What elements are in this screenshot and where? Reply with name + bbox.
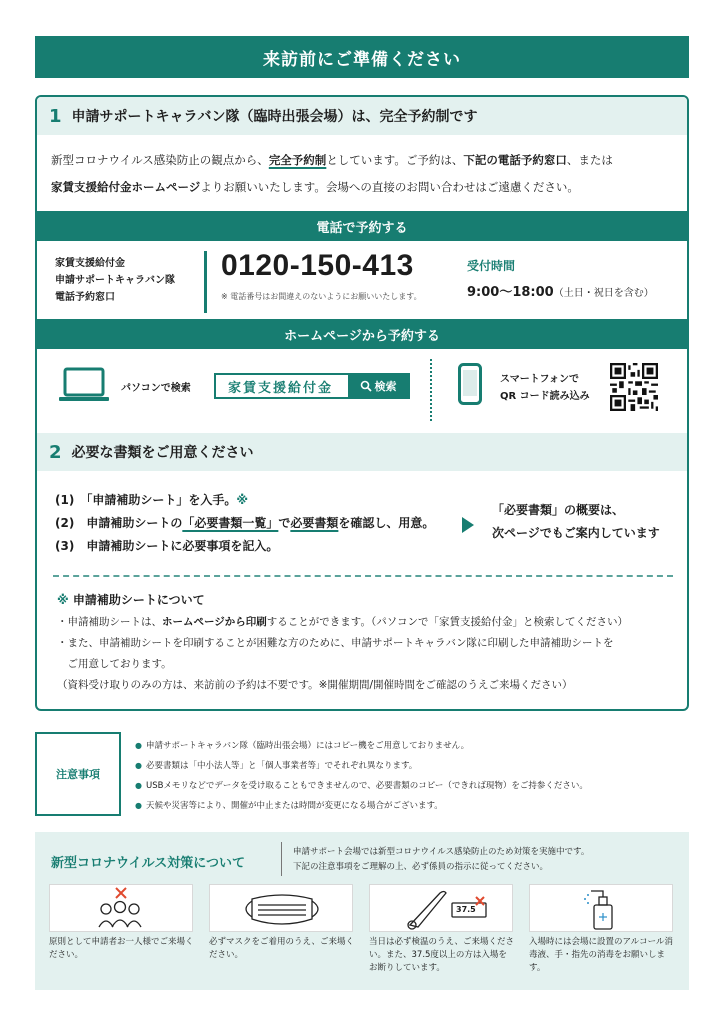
intro-part: としています。ご予約は、	[326, 153, 464, 167]
search-button[interactable]	[348, 375, 408, 397]
steps-list	[55, 489, 434, 558]
note-mark: ※	[57, 593, 69, 607]
list-item: ● 申請サポートキャラバン隊（臨時出張会場）にはコピー機をご用意しておりません。	[135, 736, 588, 756]
step-item	[55, 489, 434, 512]
covid-title: 新型コロナウイルス対策について	[51, 856, 245, 871]
smartphone-icon	[458, 363, 482, 405]
intro-part: 新型コロナウイルス感染防止の観点から、	[51, 153, 269, 167]
search-input[interactable]: 家賃支援給付金	[228, 380, 334, 396]
about-text: ・申請補助シートは、	[57, 616, 162, 628]
next-page-note	[492, 499, 660, 545]
covid-description	[293, 845, 589, 875]
step-text: (2) 申請補助シートの	[55, 516, 183, 530]
list-item: ● USBメモリなどでデータを受け取ることもできませんので、必要書類のコピー（できれば現物）をご持参ください。	[135, 776, 588, 796]
covid-section	[35, 832, 689, 990]
card-caption: 原則として申請者お一人様でご来場ください。	[49, 937, 194, 960]
qr-code-icon[interactable]	[610, 363, 658, 411]
people-icon	[50, 885, 194, 933]
search-box[interactable]	[214, 373, 410, 399]
phone-info	[37, 241, 687, 321]
step-text: で	[278, 516, 291, 530]
section-number: 1	[49, 105, 62, 127]
section-number: 2	[49, 441, 62, 463]
phone-note: ※ 電話番号はお間違えのないようにお願いいたします。	[221, 292, 422, 301]
intro-part: 、または	[566, 153, 613, 167]
hours-value	[467, 281, 654, 300]
card-caption: 入場時には会場に設置のアルコール消毒液、手・指先の消毒をお願いします。	[529, 937, 673, 973]
hours-time: 9:00〜18:00	[467, 285, 554, 300]
about-line: ・また、申請補助シートを印刷することが困難な方のために、申請サポートキャラバン隊に印刷した申請補助シートを	[57, 637, 614, 649]
step-text: を確認し、用意。	[338, 516, 435, 530]
thermometer-icon	[370, 885, 514, 933]
phone-label-line: 電話予約窓口	[55, 292, 115, 303]
section-1-header	[37, 97, 687, 135]
phone-label-line: 家賃支援給付金	[55, 258, 125, 269]
about-text: することができます。（パソコンで「家賃支援給付金」と検索してください）	[266, 616, 628, 628]
web-info	[37, 349, 687, 429]
laptop-icon	[59, 367, 109, 403]
page-title: 来訪前にご準備ください	[35, 36, 689, 78]
about-line: ご用意しております。	[57, 658, 172, 670]
next-page-line: 「必要書類」の概要は、	[492, 503, 625, 517]
phone-label-line: 申請サポートキャラバン隊	[55, 275, 175, 286]
card-caption: 必ずマスクをご着用のうえ、ご来場ください。	[209, 937, 355, 960]
intro-emphasis: 下記の電話予約窓口	[463, 153, 567, 167]
intro-emphasis: 家賃支援給付金ホームページ	[51, 180, 201, 194]
one-person-card	[49, 884, 193, 932]
disinfectant-card	[529, 884, 673, 932]
arrow-right-icon	[462, 517, 474, 533]
disinfectant-bottle-icon	[530, 885, 674, 933]
pc-search-label: パソコンで検索	[121, 383, 191, 394]
section-title: 申請サポートキャラバン隊（臨時出張会場）は、完全予約制です	[71, 109, 478, 125]
reservation-section	[35, 95, 689, 711]
web-reservation-bar: ホームページから予約する	[37, 319, 687, 349]
intro-text	[51, 147, 677, 201]
divider	[430, 359, 432, 421]
temperature-label: 37.5	[456, 905, 476, 914]
card-caption: 当日は必ず検温のうえ、ご来場ください。また、37.5度以上の方は入場をお断りしています。	[369, 937, 515, 973]
step-item	[55, 512, 434, 535]
divider	[281, 842, 282, 876]
notes-list	[135, 736, 588, 816]
section-2-header	[37, 433, 687, 471]
step-emphasis: 「必要書類一覧」	[182, 516, 279, 530]
temperature-card	[369, 884, 513, 932]
about-sheet-body	[57, 612, 677, 696]
about-line	[57, 612, 677, 633]
hours-label: 受付時間	[467, 259, 516, 273]
search-icon	[360, 380, 372, 392]
next-page-line: 次ページでもご案内しています	[492, 526, 660, 540]
about-sheet-title	[57, 591, 205, 608]
divider	[204, 251, 207, 313]
smartphone-label-line: QR コード読み込み	[500, 391, 590, 402]
step-emphasis: 必要書類	[290, 516, 339, 530]
step-text: (1) 「申請補助シート」を入手。	[55, 493, 237, 507]
notes-section	[35, 730, 689, 818]
covid-desc-line: 下記の注意事項をご理解の上、必ず係員の指示に従ってください。	[293, 862, 549, 872]
about-title-text: 申請補助シートについて	[72, 593, 205, 607]
note-mark: ※	[236, 493, 248, 507]
intro-emphasis: 完全予約制	[268, 153, 327, 167]
about-emphasis: ホームページから印刷	[162, 616, 267, 628]
smartphone-label	[500, 371, 590, 405]
mask-icon	[210, 885, 354, 933]
smartphone-label-line: スマートフォンで	[500, 374, 579, 385]
mask-card	[209, 884, 353, 932]
phone-reservation-bar: 電話で予約する	[37, 211, 687, 241]
phone-number[interactable]: 0120-150-413	[221, 249, 414, 282]
covid-desc-line: 申請サポート会場では新型コロナウイルス感染防止のため対策を実施中です。	[293, 847, 590, 857]
search-button-label: 検索	[374, 380, 397, 393]
notes-label: 注意事項	[35, 732, 121, 816]
list-item: ● 必要書類は「中小法人等」と「個人事業者等」でそれぞれ異なります。	[135, 756, 588, 776]
hours-note: （土日・祝日を含む）	[553, 288, 654, 299]
list-item: ● 天候や災害等により、開催が中止または時間が変更になる場合がございます。	[135, 796, 588, 816]
divider	[53, 575, 673, 577]
phone-window-label	[55, 255, 175, 306]
about-line: （資料受け取りのみの方は、来訪前の予約は不要です。※開催期間/開催時間をご確認のうえご来場ください）	[57, 679, 573, 691]
intro-part: よりお願いいたします。会場への直接のお問い合わせはご遠慮ください。	[200, 180, 579, 194]
step-item: (3) 申請補助シートに必要事項を記入。	[55, 539, 279, 553]
section-title: 必要な書類をご用意ください	[71, 445, 254, 461]
